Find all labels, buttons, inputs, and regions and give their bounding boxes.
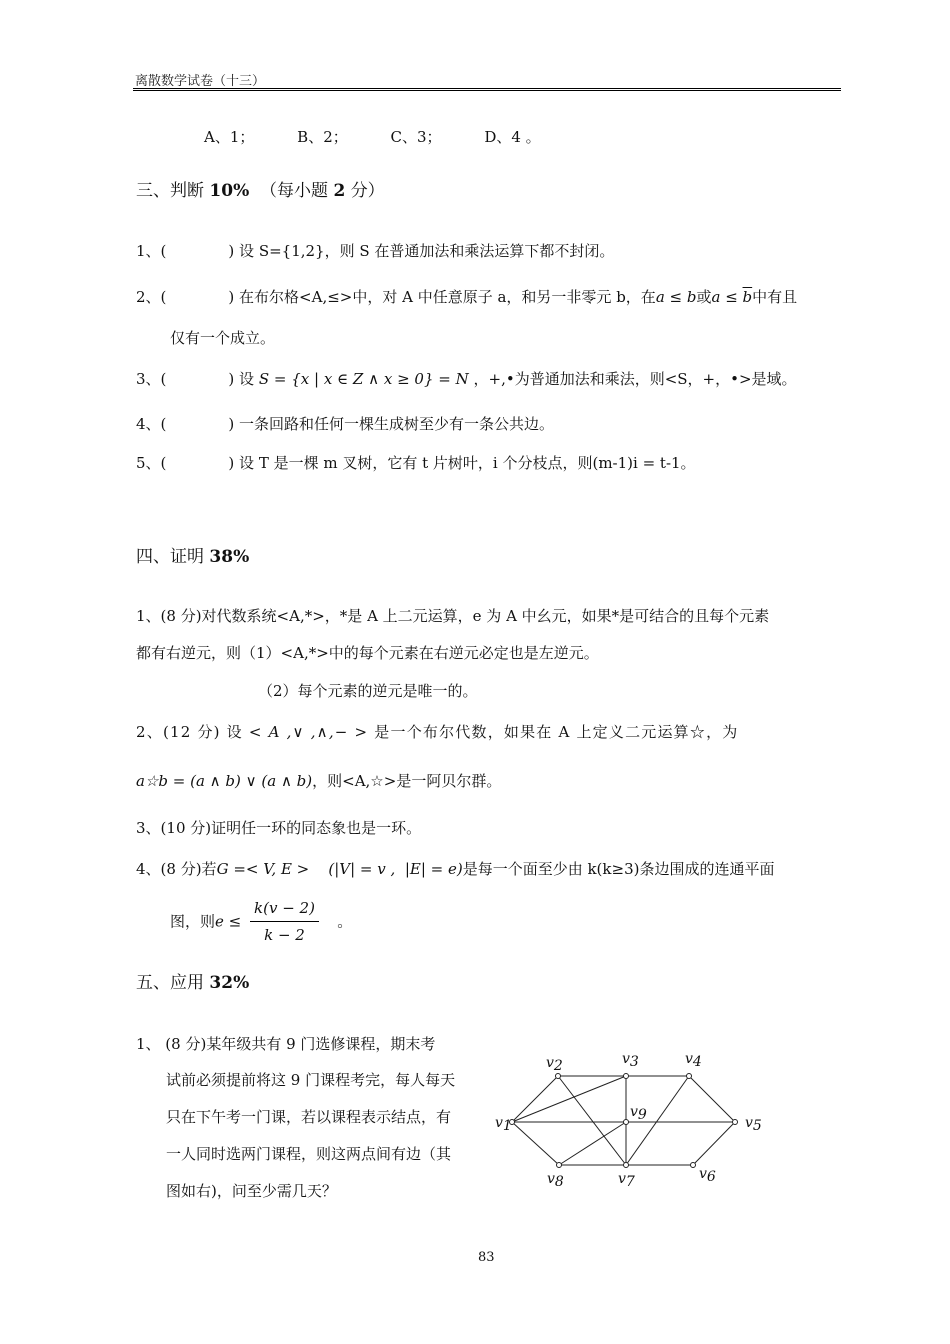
section3-heading: 三、判断 10% （每小题 2 分） [136, 181, 385, 201]
fraction: $\frac{k(v - 2)}{k - 2}$ [250, 897, 319, 946]
choice-a: A、1； [204, 128, 255, 146]
choice-b: B、2； [297, 128, 348, 146]
app-q1-line4: 一人同时选两门课程，则这两点间有边（其 [166, 1145, 452, 1163]
page-number: 83 [478, 1250, 495, 1265]
graph-label-v7: v7 [618, 1171, 635, 1190]
section4-heading: 四、证明 38% [136, 547, 250, 567]
judge-item-5: 5、( ) 设 T 是一棵 m 叉树，它有 t 片树叶，i 个分枝点，则(m-1)i = t-1。 [136, 454, 696, 472]
graph-label-v4: v4 [685, 1051, 702, 1070]
graph-edge-v5-v6 [693, 1122, 735, 1165]
app-q1-line2: 试前必须提前将这 9 门课程考完，每人每天 [166, 1071, 456, 1089]
choice-d: D、4 。 [484, 128, 541, 146]
graph-node-v6 [691, 1163, 696, 1168]
judge-item-3: 3、( ) 设 S = {x | x ∈ Z ∧ x ≥ 0} = N ，+,•为普通加法和乘法，则<S，+，•>是域。 [136, 370, 797, 388]
app-q1-line5: 图如右)，问至少需几天？ [166, 1182, 337, 1200]
graph-label-v2: v2 [546, 1055, 563, 1074]
graph-label-v1: v1 [495, 1115, 512, 1134]
graph-node-v2 [556, 1074, 561, 1079]
judge-item-2-cont: 仅有一个成立。 [170, 329, 276, 347]
section5-heading: 五、应用 32% [136, 973, 250, 993]
graph-node-v5 [733, 1120, 738, 1125]
graph-edge-v4-v7 [626, 1076, 689, 1165]
graph-label-v6: v6 [699, 1166, 716, 1185]
proof-q2-line1: 2、(12 分) 设 < A ,∨ ,∧,− > 是一个布尔代数，如果在 A 上定义二元运算☆，为 [136, 723, 739, 741]
proof-q1-line3: （2）每个元素的逆元是唯一的。 [258, 682, 478, 700]
graph-label-v8: v8 [547, 1171, 564, 1190]
judge-item-4: 4、( ) 一条回路和任何一棵生成树至少有一条公共边。 [136, 415, 555, 433]
app-q1-line1: 1、 (8 分)某年级共有 9 门选修课程，期末考 [136, 1035, 436, 1053]
graph-nodes [510, 1074, 738, 1168]
choice-c: C、3； [390, 128, 442, 146]
judge-item-1: 1、( ) 设 S={1,2}，则 S 在普通加法和乘法运算下都不封闭。 [136, 242, 615, 260]
proof-q1-line2: 都有右逆元，则（1）<A,*>中的每个元素在右逆元必定也是左逆元。 [136, 644, 599, 662]
proof-q4-line2: 图，则e ≤ $\frac{k(v - 2)}{k - 2}$ 。 [170, 899, 353, 944]
graph-edge-v1-v2 [512, 1076, 558, 1122]
graph-edge-v1-v3 [512, 1076, 626, 1122]
graph-label-v3: v3 [622, 1051, 639, 1070]
graph-node-v9 [624, 1120, 629, 1125]
proof-q3: 3、(10 分)证明任一环的同态象也是一环。 [136, 819, 422, 837]
proof-q2-line2: a☆b = (a ∧ b) ∨ (a ∧ b)，则<A,☆>是一阿贝尔群。 [136, 772, 502, 790]
proof-q4-line1: 4、(8 分)若G =< V, E > (|V| = v , |E| = e)是每一个面至少由 k(k≥3)条边围成的连通平面 [136, 860, 775, 878]
graph-node-v7 [624, 1163, 629, 1168]
proof-q1-line1: 1、(8 分)对代数系统<A,*>，*是 A 上二元运算，e 为 A 中幺元，如果*是可结合的且每个元素 [136, 607, 770, 625]
app-q1-line3: 只在下午考一门课，若以课程表示结点，有 [166, 1108, 452, 1126]
graph-edge-v8-v9 [559, 1122, 626, 1165]
graph-node-v4 [687, 1074, 692, 1079]
graph-node-v8 [557, 1163, 562, 1168]
page-header: 离散数学试卷（十三） [135, 74, 266, 89]
graph-label-v9: v9 [630, 1104, 647, 1123]
graph-node-v3 [624, 1074, 629, 1079]
header-rule [133, 88, 841, 91]
graph-label-v5: v5 [745, 1115, 762, 1134]
judge-item-2: 2、( ) 在布尔格<A,≤>中，对 A 中任意原子 a，和另一非零元 b，在a ≤ b或$a \le \overline{b}$中有且 [136, 288, 798, 306]
graph-edge-v4-v5 [689, 1076, 735, 1122]
graph-edge-v1-v8 [512, 1122, 559, 1165]
course-graph [495, 1045, 775, 1190]
answer-choices [204, 127, 579, 147]
